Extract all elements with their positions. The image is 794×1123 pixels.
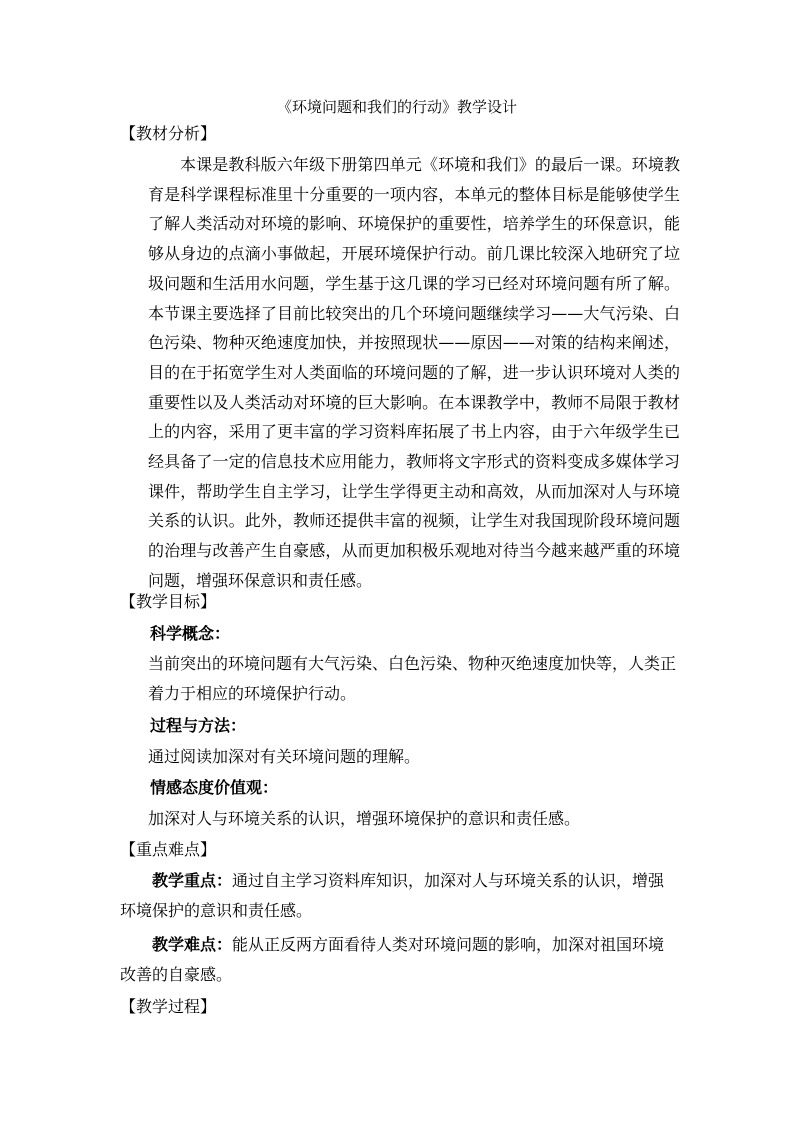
focus-point	[120, 866, 680, 925]
section-heading-key-points: 【重点难点】	[120, 840, 217, 859]
attitude-text: 加深对人与环境关系的认识，增强环境保护的意识和责任感。	[148, 809, 581, 828]
concept-text: 当前突出的环境问题有大气污染、白色污染、物种灭绝速度加快等，人类正着力于相应的环境保护行动。	[148, 654, 677, 703]
focus-text: 通过自主学习资料库知识，加深对人与环境关系的认识，增强环境保护的意识和责任感。	[120, 871, 665, 920]
difficulty-point	[120, 930, 680, 989]
method-label: 过程与方法：	[150, 716, 247, 735]
section-heading-goals: 【教学目标】	[120, 592, 217, 611]
difficulty-text: 能从正反两方面看待人类对环境问题的影响，加深对祖国环境改善的自豪感。	[120, 935, 665, 984]
analysis-paragraph: 本课是教科版六年级下册第四单元《环境和我们》的最后一课。环境教育是科学课程标准里十分重要的一项内容，本单元的整体目标是能够使学生了解人类活动对环境的影响、环境保护的重要性，培养学生的环保意识，能够从身边的点滴小事做起，开展环境保护行动。前几课比较深入地研究了垃圾问题和生活用水问题，学生基于这几课的学习已经对环境问题有所了解。本节课主要选择了目前比较突出的几个环境问题继续学习——大气污染、白色污染、物种灭绝速度加快，并按照现状——原因——对策的结构来阐述，目的在于拓宽学生对人类面临的环境问题的了解，进一步认识环境对人类的重要性以及人类活动对环境的巨大影响。在本课教学中，教师不局限于教材上的内容，采用了更丰富的学习资料库拓展了书上内容，由于六年级学生已经具备了一定的信息技术应用能力，教师将文字形式的资料变成多媒体学习课件，帮助学生自主学习，让学生学得更主动和高效，从而加深对人与环境关系的认识。此外，教师还提供丰富的视频，让学生对我国现阶段环境问题的治理与改善产生自豪感，从而更加积极乐观地对待当今越来越严重的环境问题，增强环保意识和责任感。	[148, 155, 680, 590]
method-text: 通过阅读加深对有关环境问题的理解。	[148, 747, 421, 766]
section-heading-process: 【教学过程】	[120, 997, 217, 1016]
attitude-label: 情感态度价值观：	[150, 778, 279, 797]
concept-label: 科学概念：	[150, 624, 231, 643]
difficulty-label: 教学难点：	[152, 935, 233, 954]
focus-label: 教学重点：	[152, 871, 233, 890]
section-heading-analysis: 【教材分析】	[120, 124, 217, 143]
document-title: 《环境问题和我们的行动》教学设计	[276, 98, 517, 116]
